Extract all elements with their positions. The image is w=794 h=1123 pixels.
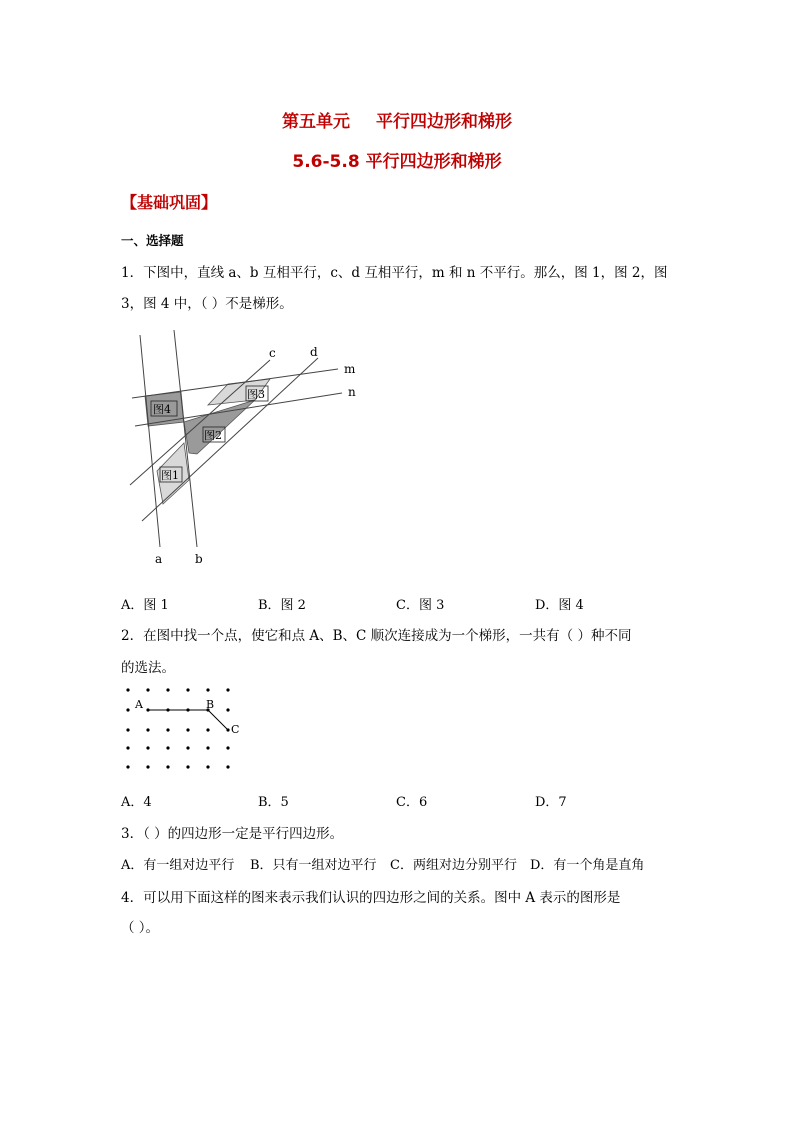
q1-option-b[interactable]: B．图 2 <box>258 598 306 613</box>
q1-line1: 1．下图中，直线 a、b 互相平行，c、d 互相平行，m 和 n 不平行。那么，图 1，图 2，图 <box>121 265 668 281</box>
q1-option-c[interactable]: C．图 3 <box>396 598 445 613</box>
point-a-label: A <box>135 698 143 711</box>
line-m-label: m <box>344 362 356 376</box>
q3-option-c[interactable]: C．两组对边分别平行 <box>390 858 517 873</box>
lesson-title: 5.6-5.8 平行四边形和梯形 <box>292 152 502 172</box>
q2-option-d[interactable]: D．7 <box>535 795 567 810</box>
part-heading: 一、选择题 <box>121 233 184 248</box>
q1-line2: 3，图 4 中，（ ）不是梯形。 <box>121 296 293 312</box>
q3-option-b[interactable]: B．只有一组对边平行 <box>250 858 377 873</box>
region-2-label: 图2 <box>204 429 222 442</box>
unit-label: 第五单元 <box>282 112 350 132</box>
q2-dot-grid <box>118 682 258 777</box>
point-c-label: C <box>231 723 240 736</box>
unit-topic: 平行四边形和梯形 <box>376 112 512 132</box>
segment-abc <box>148 710 228 730</box>
q2-option-c[interactable]: C．6 <box>396 795 428 810</box>
region-3-label: 图3 <box>247 388 265 401</box>
point-b-label: B <box>206 698 215 711</box>
q2-line2: 的选法。 <box>121 660 175 676</box>
q2-option-a[interactable]: A．4 <box>121 795 152 810</box>
line-n-label: n <box>348 385 356 399</box>
q1-option-d[interactable]: D．图 4 <box>535 598 584 613</box>
q2-line1: 2．在图中找一个点，使它和点 A、B、C 顺次连接成为一个梯形，一共有（ ）种不同 <box>121 628 632 644</box>
line-b-label: b <box>195 552 203 566</box>
q1-option-a[interactable]: A．图 1 <box>121 598 169 613</box>
region-1-label: 图1 <box>161 469 179 482</box>
line-a-label: a <box>155 552 163 566</box>
q3-option-d[interactable]: D．有一个角是直角 <box>530 858 645 873</box>
q3-option-a[interactable]: A．有一组对边平行 <box>121 858 235 873</box>
q3-line1: 3．（ ）的四边形一定是平行四边形。 <box>121 826 344 842</box>
q4-line1: 4．可以用下面这样的图来表示我们认识的四边形之间的关系。图中 A 表示的图形是 <box>121 890 621 906</box>
line-d-label: d <box>310 345 318 359</box>
line-a <box>140 335 160 547</box>
line-d <box>142 358 318 521</box>
section-tag: 【基础巩固】 <box>121 193 218 212</box>
q4-line2: （ ）。 <box>121 920 160 936</box>
region-4-label: 图4 <box>153 403 171 416</box>
line-c-label: c <box>269 346 276 360</box>
q2-option-b[interactable]: B．5 <box>258 795 289 810</box>
q1-figure <box>120 325 370 575</box>
unit-title <box>0 107 794 132</box>
